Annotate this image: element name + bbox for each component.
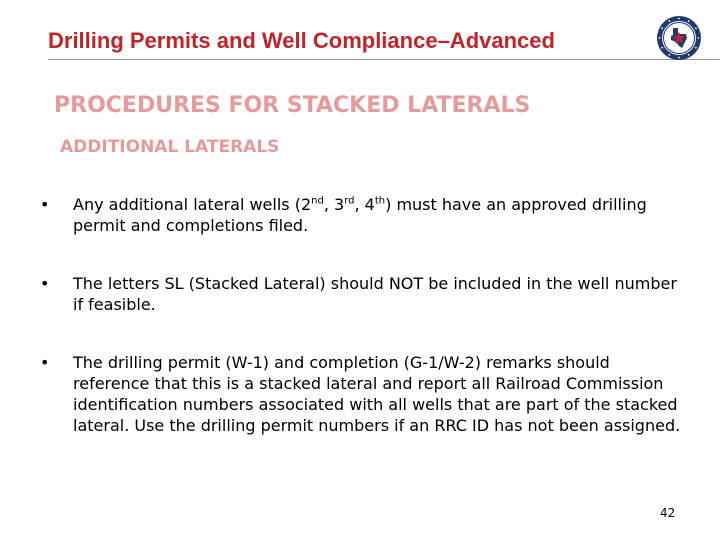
ordinal-suffix: nd xyxy=(311,195,324,207)
bullet-text: The drilling permit (W-1) and completion (G-1/W-2) remarks should reference that this is a stacked lateral and report all Railroad Commission identification numbers associated with all wells that are part of the stacked lateral. Use the drilling permit numbers if an RRC ID has not been assigned. xyxy=(73,353,681,435)
bullet-list xyxy=(40,194,690,436)
header-divider xyxy=(48,59,720,60)
railroad-commission-seal-icon xyxy=(656,15,702,61)
bullet-item-sl-letters xyxy=(40,273,690,315)
bullet-marker: • xyxy=(40,353,50,372)
bullet-marker: • xyxy=(40,274,50,293)
section-title: PROCEDURES FOR STACKED LATERALS xyxy=(54,93,531,118)
ordinal-suffix: th xyxy=(374,195,386,207)
bullet-marker: • xyxy=(40,195,50,214)
section-subtitle: ADDITIONAL LATERALS xyxy=(60,137,280,157)
page-title: Drilling Permits and Well Compliance–Advanced xyxy=(48,28,555,53)
bullet-text: The letters SL (Stacked Lateral) should NOT be included in the well number if feasible. xyxy=(73,274,677,314)
bullet-item-additional-laterals xyxy=(40,194,690,236)
bullet-text: Any additional lateral wells (2nd, 3rd, 4th) must have an approved drilling permit and completions filed. xyxy=(73,195,647,235)
ordinal-suffix: rd xyxy=(344,195,355,207)
bullet-item-permit-remarks xyxy=(40,352,690,436)
page-number: 42 xyxy=(660,506,676,520)
